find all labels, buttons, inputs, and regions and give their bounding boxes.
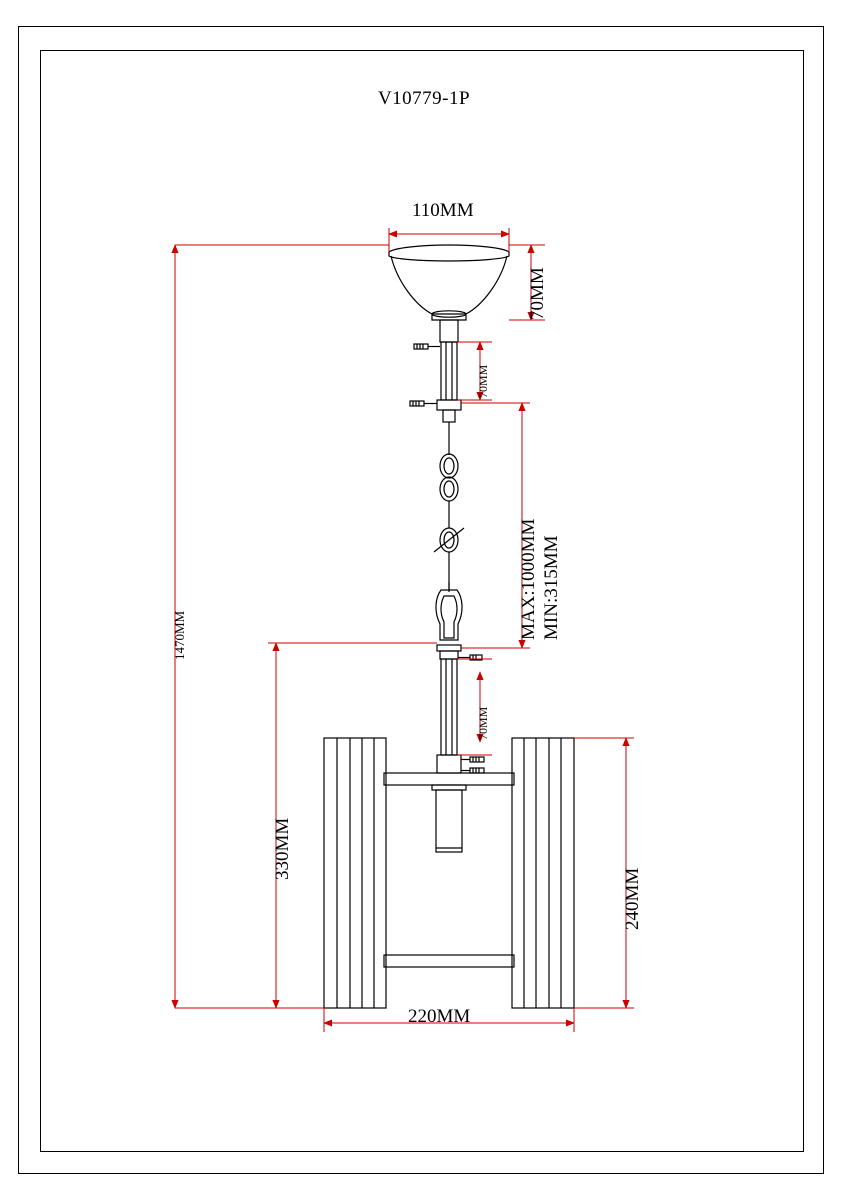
dim-label-min: MIN:315MM (541, 535, 562, 640)
screw-upper-2 (410, 401, 437, 406)
canopy-top-rim (389, 245, 509, 261)
screw-upper-1 (414, 344, 440, 349)
dim-label-110: 110MM (412, 200, 474, 221)
hook-inner (441, 596, 457, 638)
socket-top (432, 785, 466, 790)
lower-crossbar (384, 955, 514, 967)
dim-label-70-canopy: 70MM (527, 267, 548, 320)
screw-lower-3 (461, 768, 484, 773)
dim-label-330: 330MM (272, 817, 293, 880)
lower-rod-base (437, 755, 461, 773)
chain-link-2-inner (444, 481, 454, 497)
dim-label-1470: 1470MM (172, 610, 187, 660)
upper-crossbar (384, 773, 514, 785)
shade-left-panel (324, 738, 386, 1008)
dim-label-220: 220MM (408, 1006, 471, 1027)
upper-rod-lower-collar (437, 400, 461, 410)
dimension-lines (175, 228, 634, 1032)
dim-label-70-lower-rod: 70MM (476, 706, 490, 740)
screw-lower-2 (461, 757, 484, 762)
upper-rod-collar (440, 320, 458, 342)
lower-rod-collar (440, 651, 458, 659)
socket-body (436, 790, 462, 852)
upper-link-plate (443, 410, 455, 422)
page-title: V10779-1P (377, 88, 471, 109)
lower-rod-top-plate (437, 645, 461, 651)
hook-body (436, 590, 462, 640)
canopy-body (391, 256, 507, 314)
dim-label-70-upper-rod: 70MM (476, 364, 490, 398)
upper-rod (441, 342, 457, 400)
chain-link-1-inner (444, 458, 454, 474)
shade-right-panel (512, 738, 574, 1008)
dim-label-max: MAX:1000MM (518, 518, 539, 640)
lower-rod (441, 659, 457, 755)
dim-label-240: 240MM (622, 867, 643, 930)
